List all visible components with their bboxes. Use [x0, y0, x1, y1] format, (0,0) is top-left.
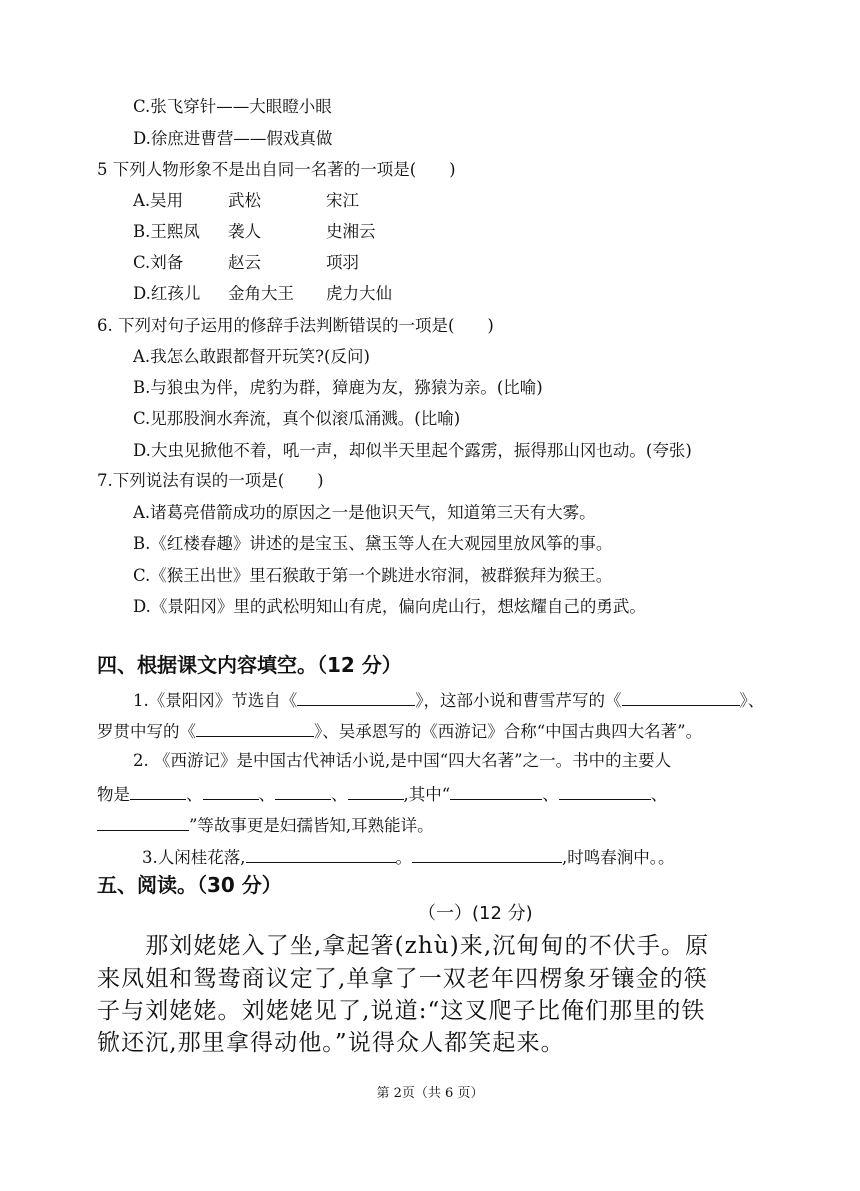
item2-text-c: ,其中“ — [403, 785, 451, 804]
q5-a-3: 宋江 — [326, 191, 359, 210]
item1-text-d: 罗贯中写的《 — [97, 722, 196, 741]
q4-option-c: C.张飞穿针——大眼瞪小眼 — [133, 97, 332, 116]
q5-d-3: 虎力大仙 — [326, 284, 392, 303]
q7-option-c: C.《猴王出世》里石猴敢于第一个跳进水帘洞，被群猴拜为猴王。 — [133, 566, 613, 585]
blank-poem-1[interactable] — [246, 845, 396, 863]
page-footer: 第 2页（共 6 页） — [376, 1086, 484, 1101]
reading-line-3: 子与刘姥姥。刘姥姥见了,说道:“这叉爬子比俺们那里的铁 — [97, 998, 706, 1024]
q7-option-d: D.《景阳冈》里的武松明知山有虎，偏向虎山行，想炫耀自己的勇武。 — [133, 597, 646, 616]
item1-text-c: 》、 — [739, 691, 765, 710]
q4-option-d: D.徐庶进曹营——假戏真做 — [133, 129, 333, 148]
item2-text-b: 物是 — [97, 785, 130, 804]
blank-story-1[interactable] — [450, 782, 542, 800]
q6-option-a: A.我怎么敢跟都督开玩笑?(反问) — [133, 347, 370, 366]
q5-option-d — [133, 283, 392, 305]
reading-line-2: 来凤姐和鸳鸯商议定了,单拿了一双老年四楞象牙镶金的筷 — [97, 966, 708, 992]
section4-item2-line2 — [97, 782, 667, 806]
blank-story-3[interactable] — [97, 813, 189, 831]
blank-poem-2[interactable] — [412, 845, 562, 863]
item3-text-b: 。 — [395, 848, 412, 867]
q5-d-1: D.红孩儿 — [133, 284, 201, 303]
blank-character-3[interactable] — [275, 782, 331, 800]
separator: 、 — [650, 785, 668, 804]
blank-character-4[interactable] — [348, 782, 404, 800]
item1-text-a: 1.《景阳冈》节选自《 — [133, 691, 298, 710]
section5-title: 五、阅读。（30 分） — [97, 873, 282, 897]
section4-item1-line1 — [133, 688, 764, 712]
q5-b-3: 史湘云 — [326, 222, 376, 241]
item1-text-e: 》、吴承恩写的《西游记》合称“中国古典四大名著”。 — [314, 722, 703, 741]
q5-option-c — [133, 252, 359, 274]
separator: 、 — [542, 785, 559, 804]
blank-book-3[interactable] — [196, 719, 314, 737]
section4-item2-line1: 2. 《西游记》是中国古代神话小说,是中国“四大名著”之一。书中的主要人 — [133, 751, 672, 770]
section4-item3 — [142, 845, 675, 869]
item2-text-d: ”等故事更是妇孺皆知,耳熟能详。 — [189, 816, 434, 835]
item3-text-c: ,时鸣春涧中。。 — [562, 848, 675, 867]
q7-option-a: A.诸葛亮借箭成功的原因之一是他识天气，知道第三天有大雾。 — [133, 503, 596, 522]
blank-book-2[interactable] — [622, 688, 740, 706]
q6-option-c: C.见那股涧水奔流，真个似滚瓜涌溅。(比喻) — [133, 409, 461, 428]
item3-text-a: 3.人闲桂花落, — [142, 848, 246, 867]
blank-book-1[interactable] — [297, 688, 415, 706]
q5-option-b — [133, 221, 376, 243]
q5-c-3: 项羽 — [326, 253, 359, 272]
q5-stem: 5 下列人物形象不是出自同一名著的一项是( ) — [97, 160, 456, 179]
q5-option-a — [133, 190, 359, 212]
reading-line-1: 那刘姥姥入了坐,拿起箸(zhù)来,沉甸甸的不伏手。原 — [97, 933, 710, 959]
q5-d-2: 金角大王 — [228, 284, 294, 303]
q6-option-b: B.与狼虫为伴，虎豹为群，獐鹿为友，猕猿为亲。(比喻) — [133, 378, 543, 397]
q5-b-1: B.王熙凤 — [133, 222, 200, 241]
q6-stem: 6. 下列对句子运用的修辞手法判断错误的一项是( ) — [97, 316, 494, 335]
section5-subtitle: （一）(12 分) — [418, 903, 533, 924]
blank-story-2[interactable] — [559, 782, 651, 800]
q5-c-2: 赵云 — [228, 253, 261, 272]
section4-title: 四、根据课文内容填空。（12 分） — [97, 653, 402, 677]
section4-item1-line2 — [97, 719, 702, 743]
separator: 、 — [186, 785, 203, 804]
separator: 、 — [258, 785, 275, 804]
q5-a-1: A.吴用 — [133, 191, 184, 210]
blank-character-1[interactable] — [130, 782, 186, 800]
blank-character-2[interactable] — [203, 782, 259, 800]
q5-c-1: C.刘备 — [133, 253, 184, 272]
q6-option-d: D.大虫见掀他不着，吼一声，却似半天里起个露雳，振得那山冈也动。(夸张) — [133, 441, 692, 460]
reading-line-4: 锨还沉,那里拿得动他。”说得众人都笑起来。 — [97, 1030, 565, 1056]
section4-item2-line3 — [97, 813, 434, 837]
q5-b-2: 袭人 — [228, 222, 261, 241]
q7-stem: 7.下列说法有误的一项是( ) — [97, 471, 324, 490]
item1-text-b: 》，这部小说和曹雪芹写的《 — [415, 691, 622, 710]
separator: 、 — [331, 785, 348, 804]
q5-a-2: 武松 — [228, 191, 261, 210]
q7-option-b: B.《红楼春趣》讲述的是宝玉、黛玉等人在大观园里放风筝的事。 — [133, 534, 613, 553]
